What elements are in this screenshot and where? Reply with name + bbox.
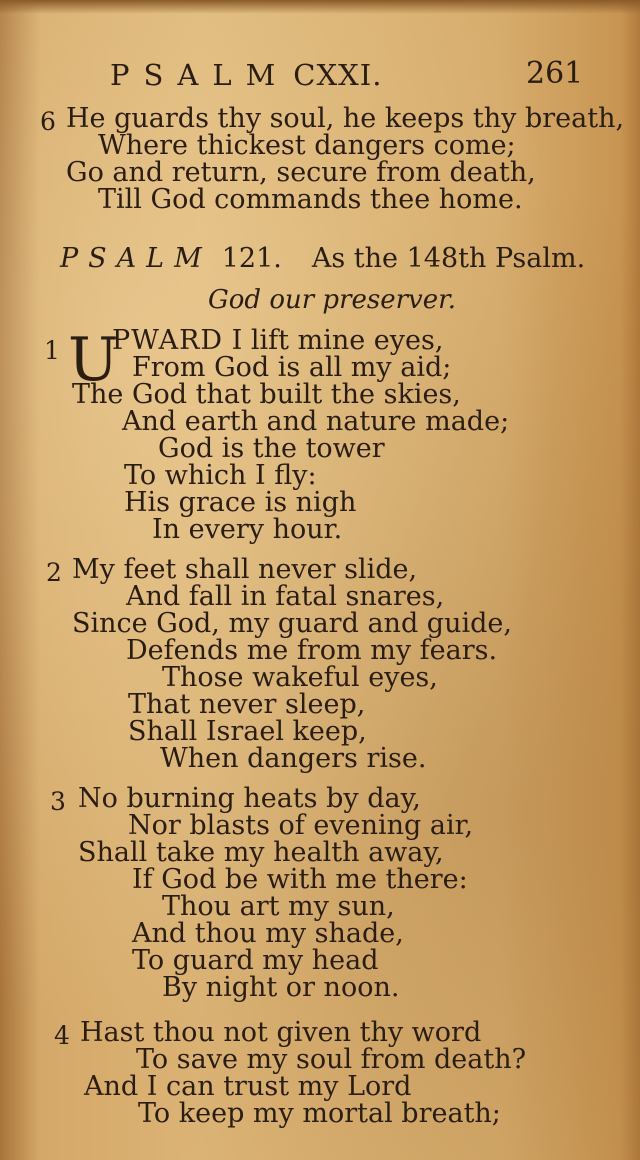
verse-line: To guard my head <box>132 945 379 976</box>
running-header <box>110 58 382 92</box>
drop-cap: U <box>68 325 119 395</box>
verse-line: Those wakeful eyes, <box>162 662 438 693</box>
verse-line: Hast thou not given thy word <box>80 1017 482 1048</box>
verse-line: God is the tower <box>158 433 385 464</box>
verse-line: To which I fly: <box>124 460 317 491</box>
verse-number: 6 <box>40 107 56 136</box>
header-psalm-numeral: CXXI. <box>293 58 383 92</box>
running-title: PSALM <box>110 58 290 92</box>
verse-line: From God is all my aid; <box>132 352 452 383</box>
verse-line: And I can trust my Lord <box>84 1071 412 1102</box>
verse-line: No burning heats by day, <box>78 783 421 814</box>
first-word-smallcaps: PWARD <box>112 325 224 356</box>
verse-line: The God that built the skies, <box>72 379 461 410</box>
verse-number: 2 <box>46 558 62 587</box>
verse-line: And earth and nature made; <box>122 406 510 437</box>
verse-line: Nor blasts of evening air, <box>128 810 474 841</box>
verse-line: And thou my shade, <box>132 918 404 949</box>
verse-line: Shall Israel keep, <box>128 716 367 747</box>
verse-line: To keep my mortal breath; <box>138 1098 501 1129</box>
verse-line: His grace is nigh <box>124 487 357 518</box>
psalm-title <box>60 243 585 274</box>
verse-line: By night or noon. <box>162 972 400 1003</box>
page-top-edge <box>0 0 640 14</box>
first-line-rest: I lift mine eyes, <box>223 325 444 356</box>
verse-line: Till God commands thee home. <box>98 184 523 215</box>
verse-line: Go and return, secure from death, <box>66 157 536 188</box>
verse-line: To save my soul from death? <box>136 1044 527 1075</box>
verse-line: When dangers rise. <box>160 743 427 774</box>
verse-line: Shall take my health away, <box>78 837 444 868</box>
psalm-label: PSALM <box>60 243 212 274</box>
verse-number: 4 <box>54 1021 70 1050</box>
psalm-number: 121. <box>221 243 282 274</box>
page-number: 261 <box>526 56 584 91</box>
verse-line: Since God, my guard and guide, <box>72 608 512 639</box>
verse-line: In every hour. <box>152 514 343 545</box>
psalm-tune: As the 148th Psalm. <box>311 243 586 274</box>
verse-line: And fall in fatal snares, <box>126 581 445 612</box>
psalm-subtitle: God our preserver. <box>208 285 456 315</box>
verse-line: That never sleep, <box>128 689 366 720</box>
verse-number: 3 <box>50 787 66 816</box>
verse-line: Where thickest dangers come; <box>98 130 516 161</box>
verse-line: Thou art my sun, <box>162 891 395 922</box>
verse-line: If God be with me there: <box>132 864 468 895</box>
verse-line: Defends me from my fears. <box>126 635 498 666</box>
verse-number: 1 <box>44 336 60 365</box>
verse-line: My feet shall never slide, <box>72 554 418 585</box>
verse-line: He guards thy soul, he keeps thy breath, <box>66 103 625 134</box>
